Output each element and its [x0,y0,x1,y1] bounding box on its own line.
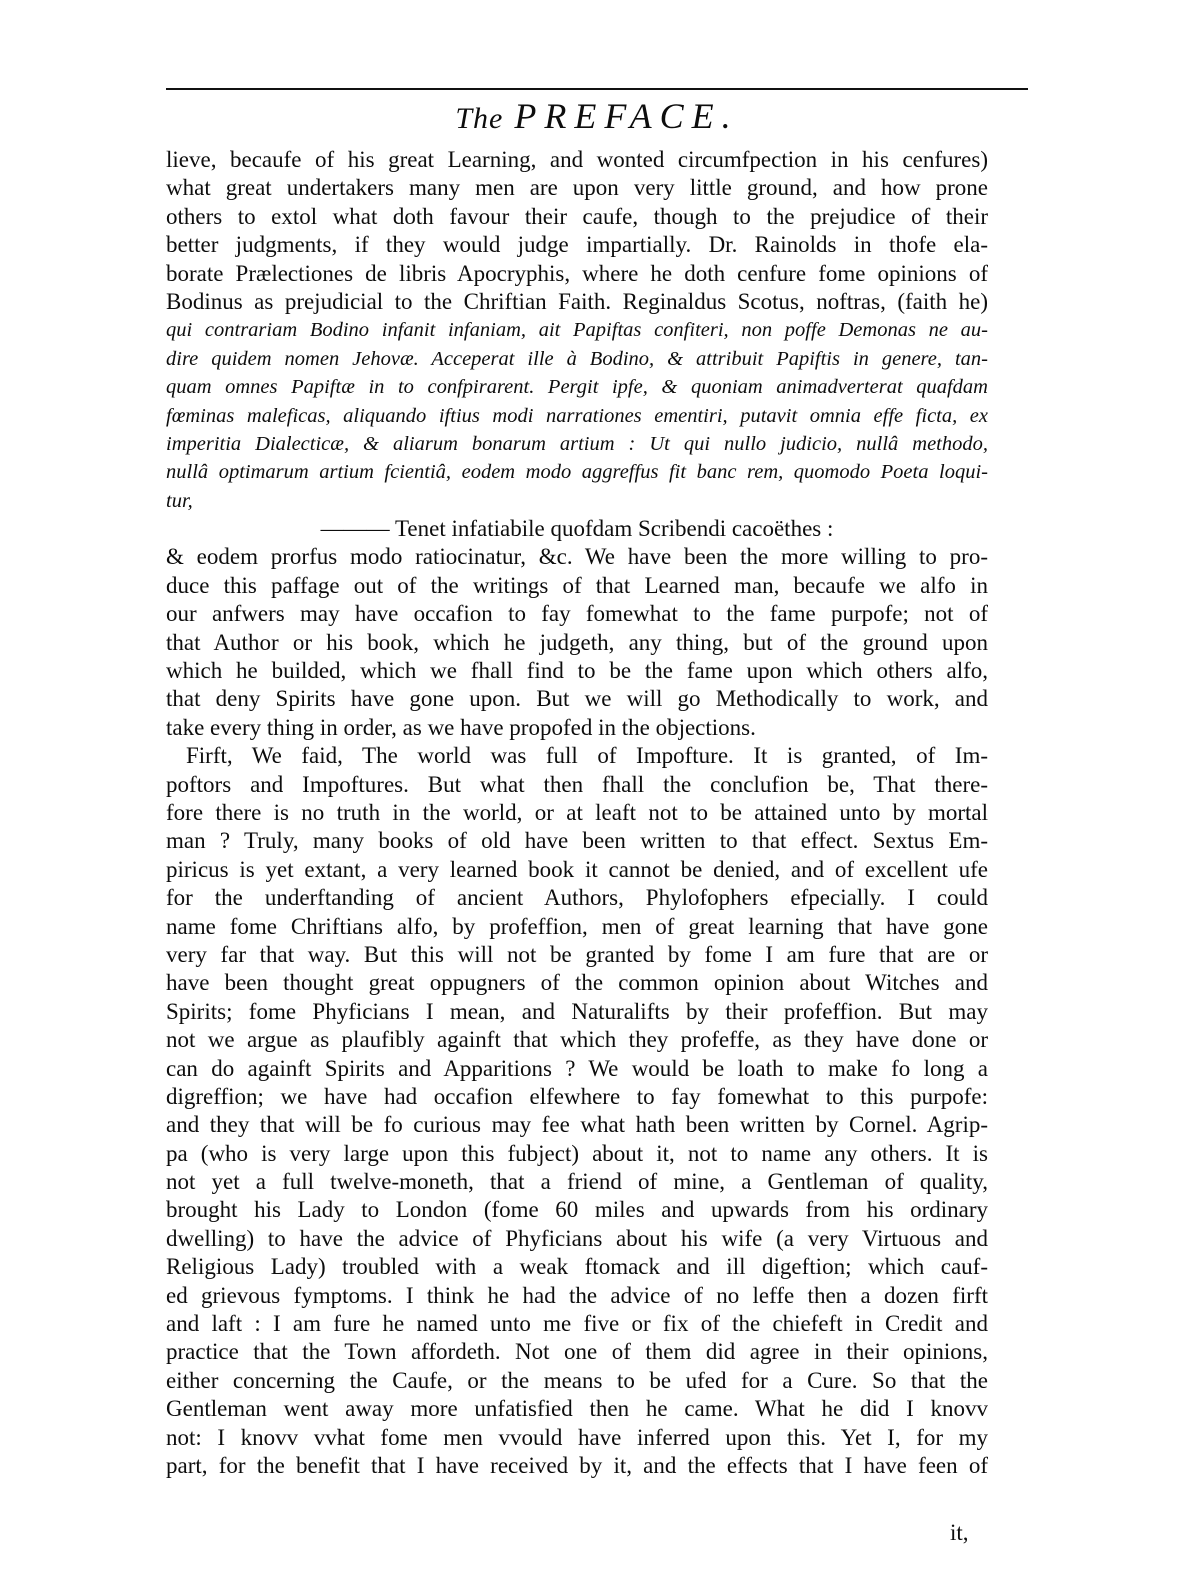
text-line: and laft : I am fure he named unto me five or fix of the chiefeft in Credit and [166,1311,988,1337]
text-line: ——— Tenet infatiabile quofdam Scribendi cacoëthes : [320,516,834,542]
text-line: digreffion; we have had occafion elfewhere to fay fomewhat to this purpofe: [166,1083,988,1109]
text-line: tur, [166,489,193,512]
text-line: have been thought great oppugners of the common opinion about Witches and [166,970,988,996]
text-line: fœminas maleficas, aliquando iftius modi narrationes ementiri, putavit omnia effe ficta, ex [166,404,988,427]
header-title: PREFACE. [514,96,739,136]
text-line: that deny Spirits have gone upon. But we will go Methodically to work, and [166,686,988,712]
text-line: dwelling) to have the advice of Phyficians about his wife (a very Virtuous and [166,1225,988,1251]
text-line: dire quidem nomen Jehovæ. Acceperat ille à Bodino, & attribuit Papiftis in genere, tan- [166,347,988,370]
text-line: which he builded, which we fhall find to be the fame upon which others alfo, [166,658,988,684]
text-line: either concerning the Caufe, or the means to be ufed for a Cure. So that the [166,1367,988,1393]
page-body-text [166,146,988,1480]
text-line: Firft, We faid, The world was full of Impofture. It is granted, of Im- [186,743,988,769]
text-line: better judgments, if they would judge impartially. Dr. Rainolds in thofe ela- [166,232,988,258]
text-line: what great undertakers many men are upon very little ground, and how prone [166,175,988,201]
text-line: practice that the Town affordeth. Not one of them did agree in their opinions, [166,1339,988,1365]
running-header [166,90,1028,145]
text-line: ed grievous fymptoms. I think he had the advice of no leffe then a dozen firft [166,1282,988,1308]
text-line: Religious Lady) troubled with a weak ftomack and ill digeftion; which cauf- [166,1254,988,1280]
text-line: piricus is yet extant, a very learned book it cannot be denied, and of excellent ufe [166,856,988,882]
text-line: part, for the benefit that I have received by it, and the effects that I have feen of [166,1452,988,1478]
text-line: brought his Lady to London (fome 60 miles and upwards from his ordinary [166,1197,988,1223]
catchword: it, [950,1520,969,1545]
text-line: very far that way. But this will not be granted by fome I am fure that are or [166,941,988,967]
text-line: not: I knovv vvhat fome men vvould have inferred upon this. Yet I, for my [166,1424,988,1450]
text-line: lieve, becaufe of his great Learning, and wonted circumfpection in his cenfures) [166,147,988,172]
text-line: name fome Chriftians alfo, by profeffion, men of great learning that have gone [166,913,988,939]
text-line: not yet a full twelve-moneth, that a friend of mine, a Gentleman of quality, [166,1169,988,1195]
text-line: imperitia Dialecticæ, & aliarum bonarum artium : Ut qui nullo judicio, nullâ methodo, [166,432,988,455]
text-line: Bodinus as prejudicial to the Chriftian Faith. Reginaldus Scotus, noftras, (faith he) [166,288,988,314]
text-line: others to extol what doth favour their caufe, though to the prejudice of their [166,203,988,229]
text-line: duce this paffage out of the writings of that Learned man, becaufe we alfo in [166,572,988,598]
header-article: The [455,102,504,135]
text-line: fore there is no truth in the world, or at leaft not to be attained unto by mortal [166,799,988,825]
text-line: and they that will be fo curious may fee what hath been written by Cornel. Agrip- [166,1112,988,1138]
text-line: nullâ optimarum artium fcientiâ, eodem modo aggreffus fit banc rem, quomodo Poeta loqui- [166,461,988,484]
text-line: that Author or his book, which he judgeth, any thing, but of the ground upon [166,629,988,655]
text-line: can do againft Spirits and Apparitions ? We would be loath to make fo long a [166,1055,988,1081]
text-line: poftors and Impoftures. But what then fhall the conclufion be, That there- [166,771,988,797]
text-line: Spirits; fome Phyficians I mean, and Naturalifts by their profeffion. But may [166,998,988,1024]
text-line: for the underftanding of ancient Authors, Phylofophers efpecially. I could [166,885,988,911]
text-line: borate Prælectiones de libris Apocryphis, where he doth cenfure fome opinions of [166,260,988,286]
text-line: Gentleman went away more unfatisfied then he came. What he did I knovv [166,1396,988,1422]
text-line: qui contrariam Bodino infanit infaniam, ait Papiftas confiteri, non poffe Demonas ne au- [166,319,988,342]
text-line: quam omnes Papiftæ in to confpirarent. Pergit ipfe, & quoniam animadverterat quafdam [166,376,988,399]
text-line: take every thing in order, as we have propofed in the objections. [166,714,756,740]
text-line: pa (who is very large upon this fubject) about it, not to name any others. It is [166,1140,988,1166]
text-line: our anfwers may have occafion to fay fomewhat to the fame purpofe; not of [166,601,988,627]
text-line: not we argue as plaufibly againft that which they profeffe, as they have done or [166,1027,988,1053]
text-line: & eodem prorfus modo ratiocinatur, &c. We have been the more willing to pro- [166,544,988,570]
text-line: man ? Truly, many books of old have been written to that effect. Sextus Em- [166,828,988,854]
